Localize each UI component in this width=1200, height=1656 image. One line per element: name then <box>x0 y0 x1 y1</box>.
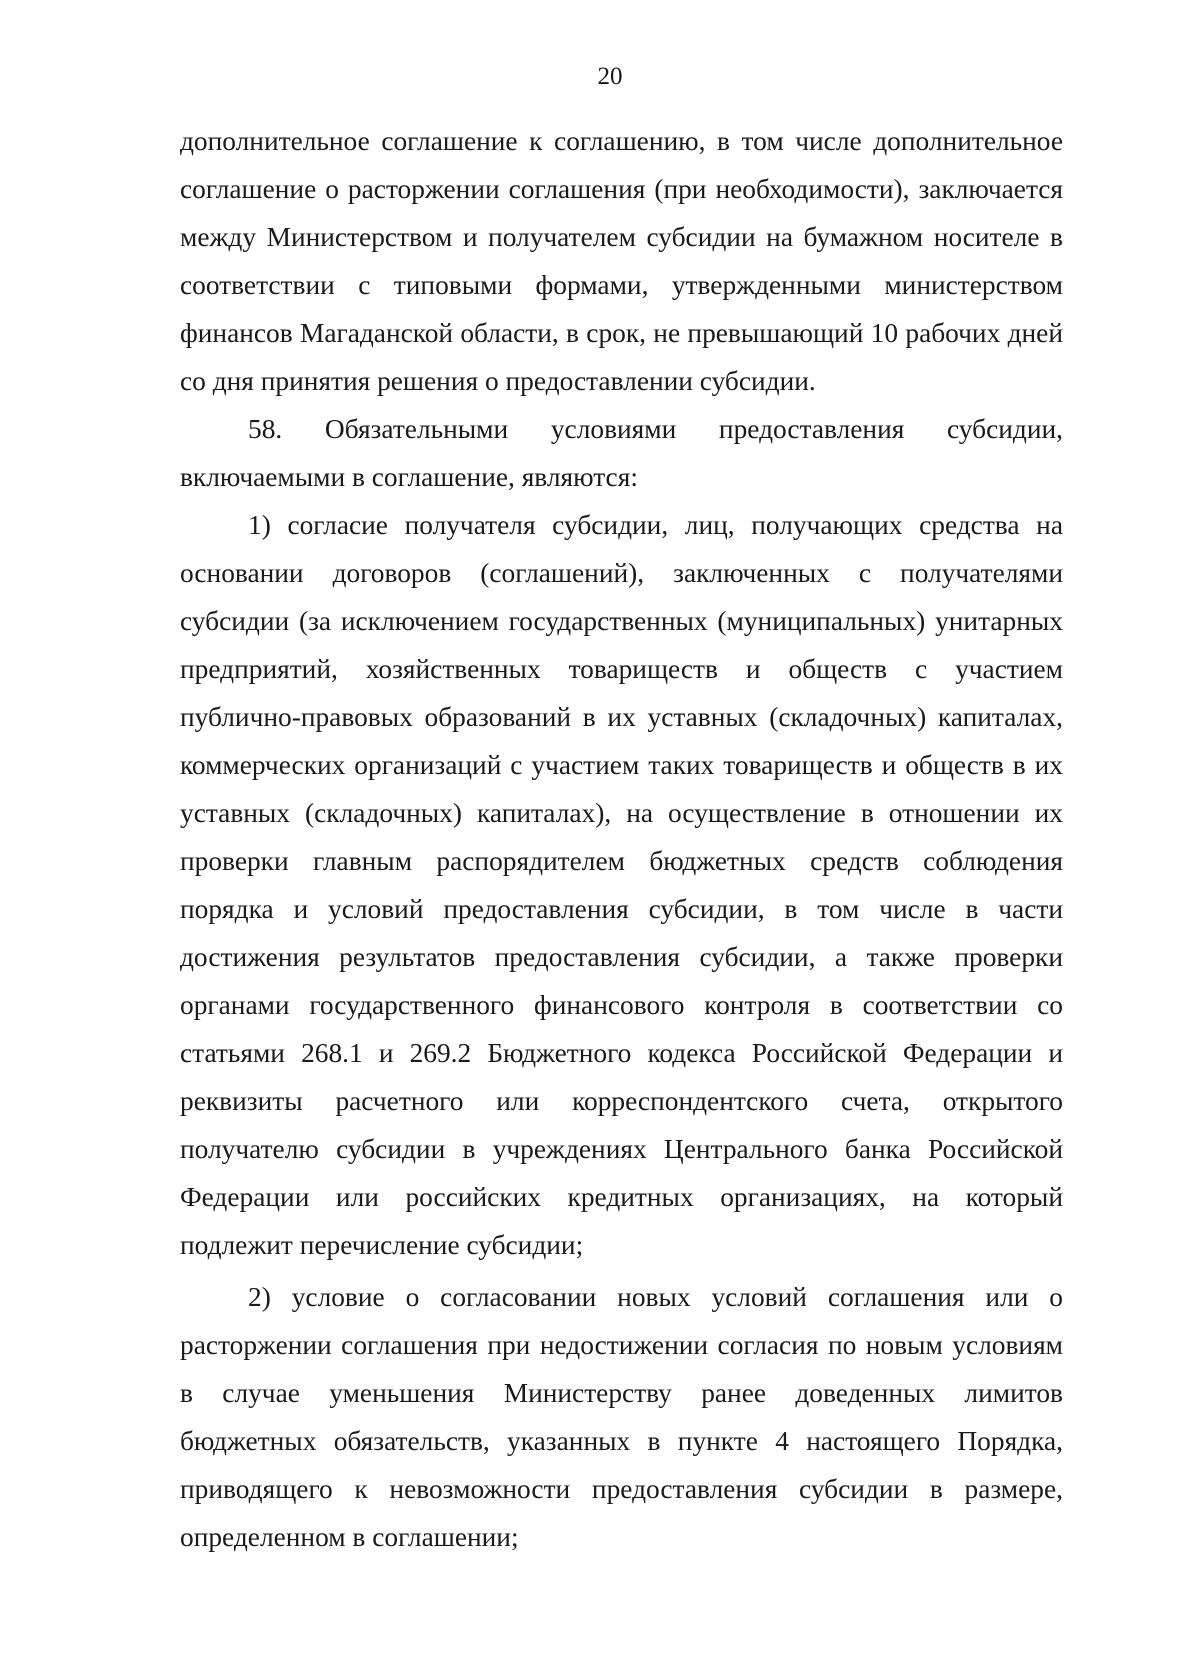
paragraph-subitem-1: 1) согласие получателя субсидии, лиц, получающих средства на основании договоров (соглашений), заключенных с получателями субсидии (за исключением государственных (муниципальных) унитарных предприятий, хозяйственных товариществ и обществ с участием публично-правовых образований в их уставных (складочных) капиталах, коммерческих организаций с участием таких товариществ и обществ в их уставных (складочных) капиталах), на осуществление в отношении их проверки главным распорядителем бюджетных средств соблюдения порядка и условий предоставления субсидии, в том числе в части достижения результатов предоставления субсидии, а также проверки органами государственного финансового контроля в соответствии со статьями 268.1 и 269.2 Бюджетного кодекса Российской Федерации и реквизиты расчетного или корреспондентского счета, открытого получателю субсидии в учреждениях Центрального банка Российской Федерации или российских кредитных организациях, на который подлежит перечисление субсидии; <box>180 510 1063 1260</box>
paragraph-subitem-2: 2) условие о согласовании новых условий соглашения или о расторжении соглашения при недостижении согласия по новым условиям в случае уменьшения Министерству ранее доведенных лимитов бюджетных обязательств, указанных в пункте 4 настоящего Порядка, приводящего к невозможности предоставления субсидии в размере, определенном в соглашении; <box>180 1282 1063 1552</box>
page-number: 20 <box>597 63 623 90</box>
paragraph-continuation: дополнительное соглашение к соглашению, в том числе дополнительное соглашение о расторжении соглашения (при необходимости), заключается между Министерством и получателем субсидии на бумажном носителе в соответствии с типовыми формами, утвержденными министерством финансов Магаданской области, в срок, не превышающий 10 рабочих дней со дня принятия решения о предоставлении субсидии. <box>180 126 1063 396</box>
paragraph-item-58: 58. Обязательными условиями предоставления субсидии, включаемыми в соглашение, являются: <box>180 414 1063 492</box>
document-body <box>180 117 1063 1561</box>
